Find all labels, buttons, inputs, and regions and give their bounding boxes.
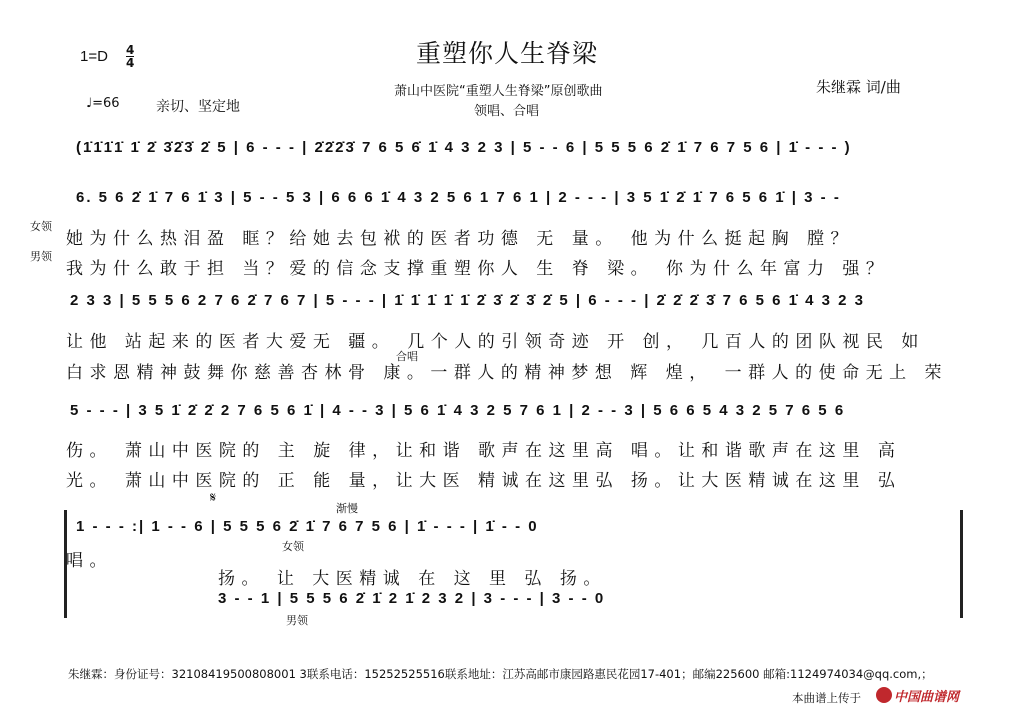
segno-sign: 𝄋	[210, 490, 217, 506]
intro-notation: (1̇1̇1̇1̇ 1̇ 2̇ 3̇2̇3̇ 2̇ 5 | 6 - - - | 2̇2̇2̇3̇ 7 6 5 6̇ 1̇ 4 3 2 3 | 5 - - 6 | 5 5 5 6 2̇ 1̇ 7 6 7 5 6 | 1̇ - - - )	[76, 139, 852, 156]
composer-credit: 朱继霖 词/曲	[816, 78, 901, 96]
line2-notation: 2 3 3 | 5 5 5 6 2 7 6 2̇ 7 6 7 | 5 - - - | 1̇ 1̇ 1̇ 1̇ 1̇ 2̇ 3̇ 2̇ 3̇ 2̇ 5 | 6 - - - | 2̇ 2̇ 2̇ 3̇ 7 6 5 6 1̇ 4 3 2 3	[70, 292, 866, 309]
site-logo-icon	[876, 687, 892, 703]
tempo-marking: ♩=66	[86, 96, 120, 111]
expression-marking: 亲切、坚定地	[156, 99, 240, 115]
label-female-lead: 女领	[30, 220, 52, 233]
final-barline	[960, 510, 963, 618]
line4-lyric: 扬。 让 大医精诚 在 这 里 弘 扬。	[218, 569, 607, 589]
subtitle: 萧山中医院“重塑人生脊梁”原创歌曲	[394, 84, 603, 99]
label-male-lead-2: 男领	[286, 614, 308, 627]
line1-notation: 6. 5 6 2̇ 1̇ 7 6 1̇ 3 | 5 - - 5 3 | 6 6 6 1̇ 4 3 2 5 6 1 7 6 1 | 2 - - - | 3 5 1̇ 2̇ 1̇ 7 6 5 6 1̇ | 3 - -	[76, 189, 841, 206]
gradual-slow-marking: 渐慢	[336, 502, 358, 515]
upload-note: 本曲谱上传于	[792, 691, 861, 705]
site-logo[interactable]: 中国曲谱网	[894, 690, 960, 705]
label-female-lead-2: 女领	[282, 540, 304, 553]
line4-lyric-start: 唱。	[66, 551, 113, 571]
time-signature	[126, 44, 134, 69]
contact-info: 朱继霖：身份证号：32108419500808001 3联系电话：15252525516联系地址：江苏高邮市康园路惠民花园17-401；邮编225600 邮箱:1124974034@qq.com,；	[68, 667, 933, 681]
line2-lyric-b: 白求恩精神鼓舞你慈善杏林骨 康。一群人的精神梦想 辉 煌， 一群人的使命无上 荣	[66, 363, 949, 383]
line1-lyric-male: 我为什么敢于担 当？爱的信念支撑重塑你人 生 脊 梁。 你为什么年富力 强？	[66, 259, 890, 279]
line3-notation: 5 - - - | 3 5 1̇ 2̇ 2̇ 2 7 6 5 6 1̇ | 4 - - 3 | 5 6 1̇ 4 3 2 5 7 6 1 | 2 - - 3 | 5 6 6 5 4 3 2 5 7 6 5 6	[70, 402, 846, 419]
key-signature: 1=D	[80, 48, 108, 65]
line2-lyric-a: 让他 站起来的医者大爱无 疆。 几个人的引领奇迹 开 创， 几百人的团队视民 如	[66, 332, 925, 352]
line1-lyric-female: 她为什么热泪盈 眶？给她去包袱的医者功德 无 量。 他为什么挺起胸 膛？	[66, 229, 855, 249]
performance-note: 领唱、合唱	[474, 104, 540, 119]
time-sig-bottom: 4	[126, 56, 135, 70]
label-male-lead: 男领	[30, 250, 52, 263]
line4-lower-notation: 3 - - 1 | 5 5 5 6 2̇ 1̇ 2 1̇ 2 3 2 | 3 - - - | 3 - - 0	[218, 590, 606, 607]
song-title: 重塑你人生脊梁	[415, 39, 598, 68]
line3-lyric-a: 伤。 萧山中医院的 主 旋 律，让和谐 歌声在这里高 唱。让和谐歌声在这里 高	[66, 441, 902, 461]
line4-upper-notation: 1 - - - :| 1 - - 6 | 5 5 5 6 2̇ 1̇ 7 6 7 5 6 | 1̇ - - - | 1̇ - - 0	[76, 518, 539, 535]
line3-lyric-b: 光。 萧山中医院的 正 能 量，让大医 精诚在这里弘 扬。让大医精诚在这里 弘	[66, 471, 902, 491]
label-chorus: 合唱	[396, 350, 418, 363]
time-sig-top: 4	[126, 43, 135, 57]
